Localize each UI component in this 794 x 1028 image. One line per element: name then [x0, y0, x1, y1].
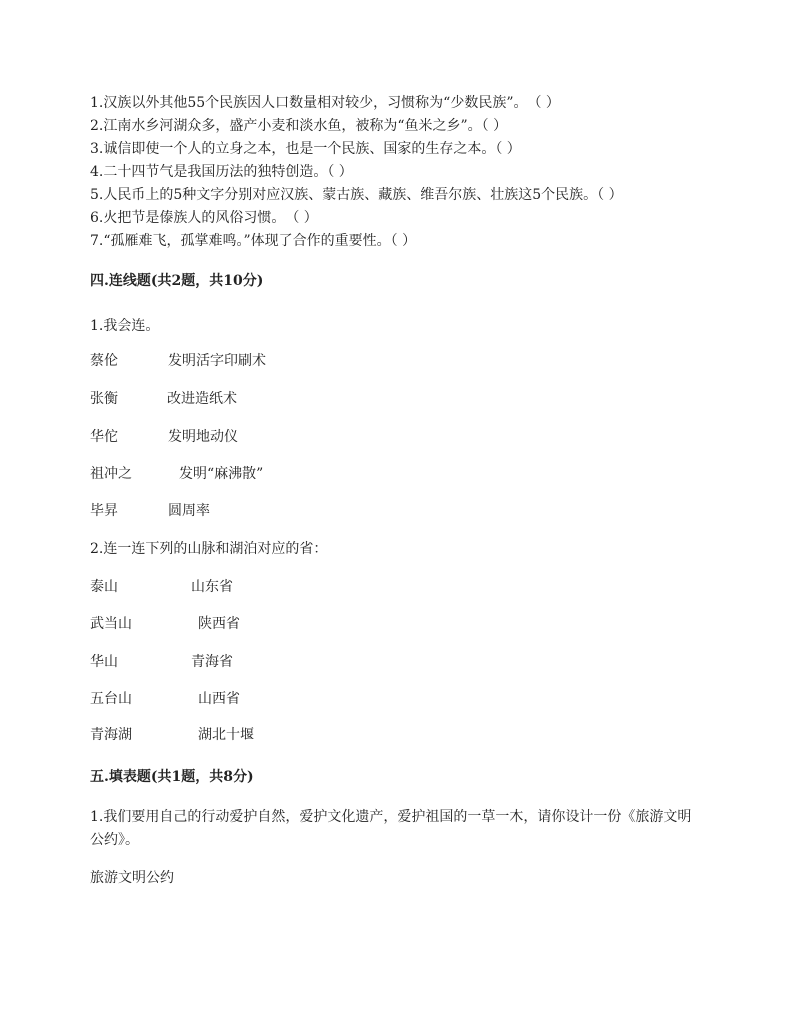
section-4-title: 四.连线题(共2题，共10分): [90, 273, 264, 289]
true-false-item-3: 3.诚信即使一个人的立身之本，也是一个民族、国家的生存之本。（ ）: [90, 141, 521, 157]
matching-row: [90, 350, 490, 370]
matching-left: 祖冲之: [90, 466, 132, 482]
matching-row: [90, 463, 490, 483]
matching-right: 山东省: [191, 579, 233, 595]
matching-right: 发明“麻沸散”: [179, 466, 264, 482]
matching-left: 毕昇: [90, 503, 118, 519]
true-false-list: [90, 92, 623, 253]
true-false-item-2: 2.江南水乡河湖众多，盛产小麦和淡水鱼，被称为“鱼米之乡”。（ ）: [90, 118, 508, 134]
matching-row: [90, 688, 490, 708]
matching-right: 发明地动仪: [168, 429, 238, 445]
matching-right: 改进造纸术: [167, 391, 237, 407]
true-false-item-6: 6.火把节是傣族人的风俗习惯。 （ ）: [90, 210, 318, 226]
fill-table-question-prompt: 1.我们要用自己的行动爱护自然，爱护文化遗产，爱护祖国的一草一木，请你设计一份《旅游文明公约》。: [90, 809, 692, 848]
matching-row: [90, 426, 490, 446]
matching-left: 五台山: [90, 691, 132, 707]
matching-left: 华佗: [90, 429, 118, 445]
true-false-item-5: 5.人民币上的5种文字分别对应汉族、蒙古族、藏族、维吾尔族、壮族这5个民族。（ ）: [90, 187, 623, 203]
matching-row: [90, 724, 490, 744]
matching-row: [90, 388, 490, 408]
table-title: 旅游文明公约: [90, 870, 174, 886]
matching-row: [90, 576, 490, 596]
matching-question-2-prompt: 2.连一连下列的山脉和湖泊对应的省：: [90, 541, 328, 557]
matching-left: 蔡伦: [90, 353, 118, 369]
matching-right: 发明活字印刷术: [168, 353, 266, 369]
matching-question-1-prompt: 1.我会连。: [90, 318, 160, 334]
true-false-item-1: 1.汉族以外其他55个民族因人口数量相对较少，习惯称为“少数民族”。 （ ）: [90, 95, 560, 111]
true-false-item-7: 7.“孤雁难飞，孤掌难鸣。”体现了合作的重要性。（ ）: [90, 233, 417, 249]
matching-row: [90, 613, 490, 633]
matching-left: 青海湖: [90, 727, 132, 743]
matching-left: 武当山: [90, 616, 132, 632]
matching-right: 湖北十堰: [198, 727, 254, 743]
matching-right: 青海省: [191, 654, 233, 670]
matching-row: [90, 651, 490, 671]
matching-right: 山西省: [198, 691, 240, 707]
matching-left: 张衡: [90, 391, 118, 407]
matching-left: 泰山: [90, 579, 118, 595]
true-false-item-4: 4.二十四节气是我国历法的独特创造。（ ）: [90, 164, 353, 180]
matching-right: 圆周率: [168, 503, 210, 519]
matching-row: [90, 500, 490, 520]
section-5-title: 五.填表题(共1题，共8分): [90, 769, 254, 785]
matching-left: 华山: [90, 654, 118, 670]
matching-right: 陕西省: [198, 616, 240, 632]
